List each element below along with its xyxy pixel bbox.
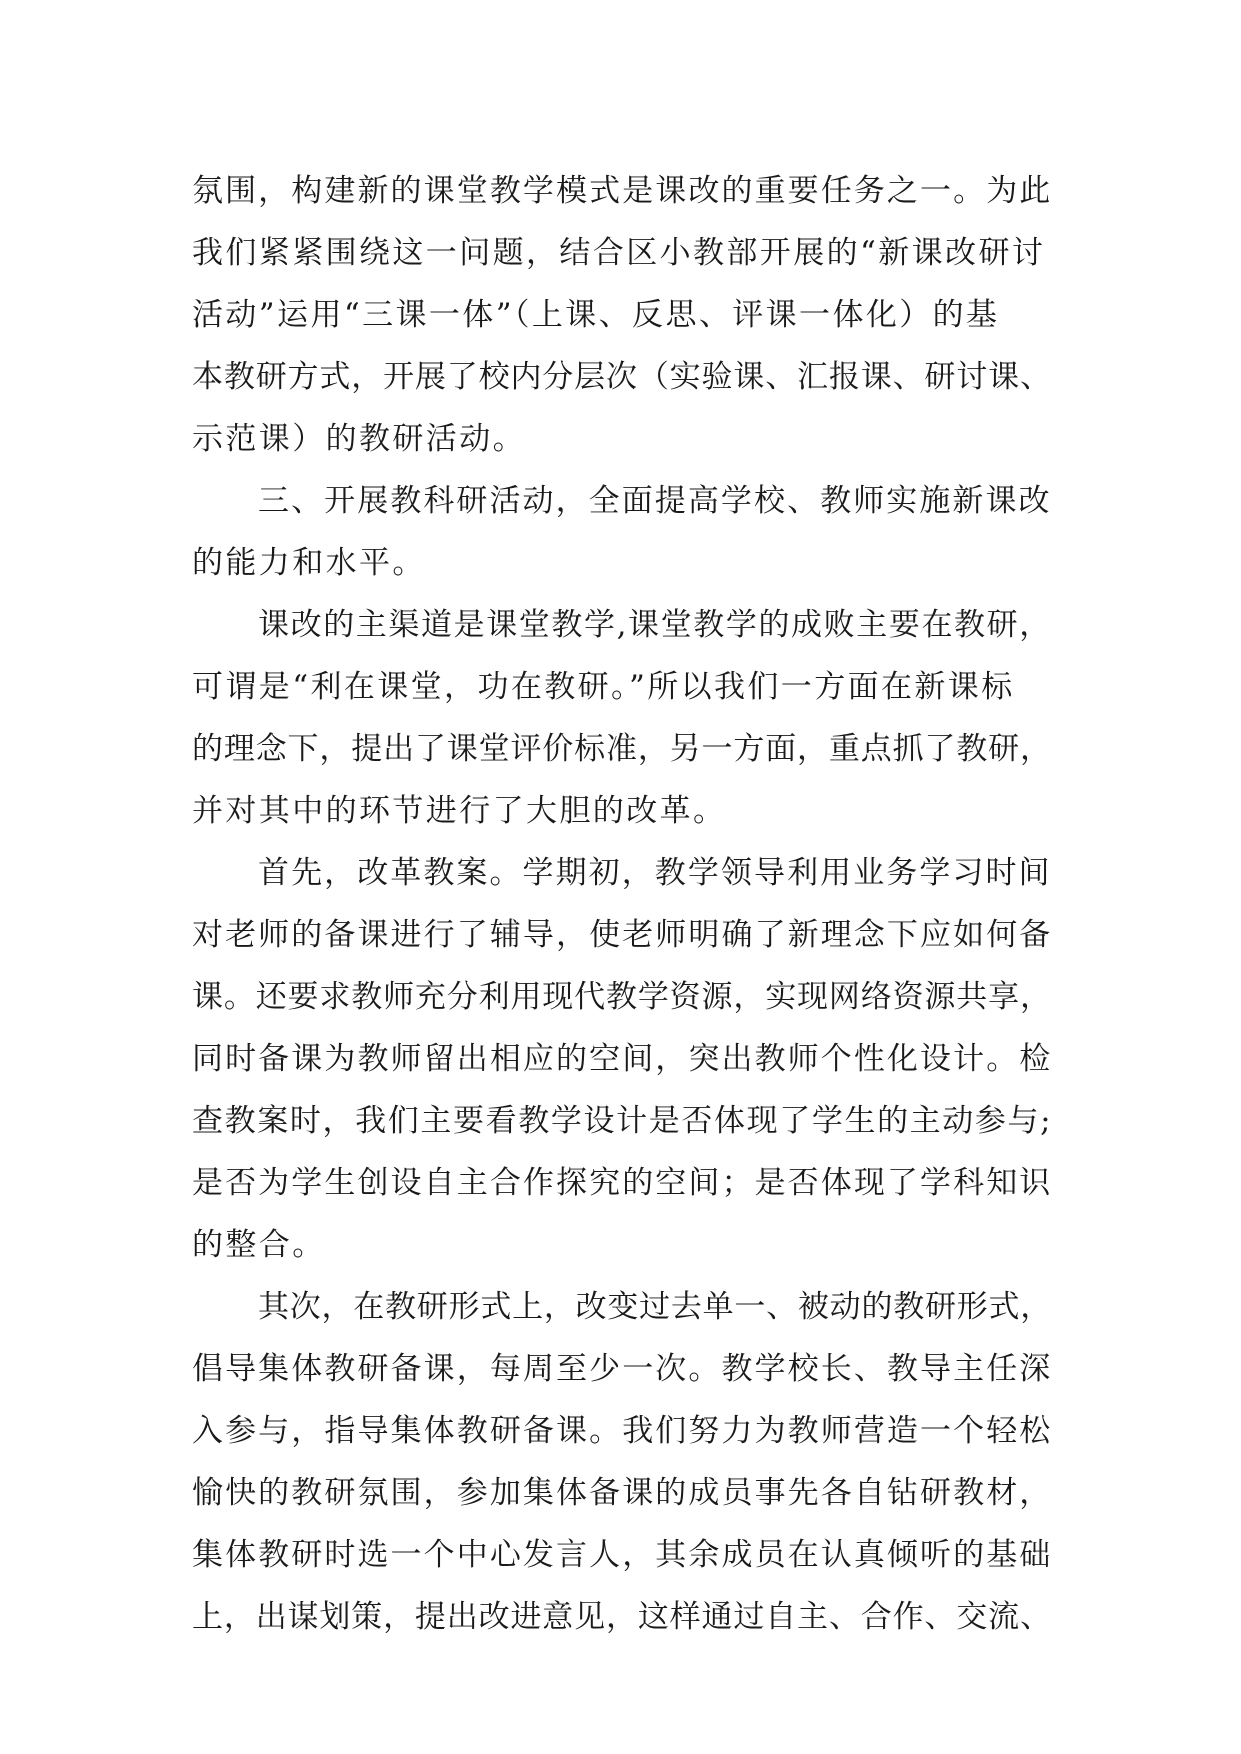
text-line: 同时备课为教师留出相应的空间，突出教师个性化设计。检 bbox=[192, 1041, 1053, 1077]
text-line: 活动”运用“三课一体”（上课、反思、评课一体化）的基 bbox=[192, 297, 1000, 333]
text-line: 可谓是“利在课堂，功在教研。”所以我们一方面在新课标 bbox=[192, 669, 1015, 705]
text-line: 其次，在教研形式上，改变过去单一、被动的教研形式， bbox=[258, 1289, 1052, 1325]
text-line: 本教研方式，开展了校内分层次（实验课、汇报课、研讨课、 bbox=[192, 359, 1052, 395]
text-line: 的能力和水平。 bbox=[192, 545, 426, 581]
text-line: 对老师的备课进行了辅导，使老师明确了新理念下应如何备 bbox=[192, 917, 1053, 953]
text-line: 的理念下，提出了课堂评价标准，另一方面，重点抓了教研， bbox=[192, 731, 1052, 767]
document-body bbox=[192, 160, 1052, 1648]
text-line: 愉快的教研氛围，参加集体备课的成员事先各自钻研教材， bbox=[192, 1475, 1053, 1511]
text-line: 课改的主渠道是课堂教学,课堂教学的成败主要在教研， bbox=[258, 607, 1052, 643]
text-line: 氛围，构建新的课堂教学模式是课改的重要任务之一。为此 bbox=[192, 173, 1053, 209]
text-line: 的整合。 bbox=[192, 1227, 326, 1263]
text-line: 查教案时，我们主要看教学设计是否体现了学生的主动参与; bbox=[192, 1103, 1053, 1139]
text-line: 三、开展教科研活动，全面提高学校、教师实施新课改 bbox=[258, 483, 1052, 519]
text-line: 首先，改革教案。学期初，教学领导利用业务学习时间 bbox=[258, 855, 1052, 891]
text-line: 集体教研时选一个中心发言人，其余成员在认真倾听的基础 bbox=[192, 1537, 1053, 1573]
text-line: 并对其中的环节进行了大胆的改革。 bbox=[192, 793, 727, 829]
text-line: 倡导集体教研备课，每周至少一次。教学校长、教导主任深 bbox=[192, 1351, 1053, 1387]
text-line: 入参与，指导集体教研备课。我们努力为教师营造一个轻松 bbox=[192, 1413, 1053, 1449]
text-line: 上，出谋划策，提出改进意见，这样通过自主、合作、交流、 bbox=[192, 1599, 1052, 1635]
text-line: 示范课）的教研活动。 bbox=[192, 421, 526, 457]
text-line: 是否为学生创设自主合作探究的空间；是否体现了学科知识 bbox=[192, 1165, 1053, 1201]
text-line: 课。还要求教师充分利用现代教学资源，实现网络资源共享， bbox=[192, 979, 1052, 1015]
text-line: 我们紧紧围绕这一问题，结合区小教部开展的“新课改研讨 bbox=[192, 235, 1046, 271]
